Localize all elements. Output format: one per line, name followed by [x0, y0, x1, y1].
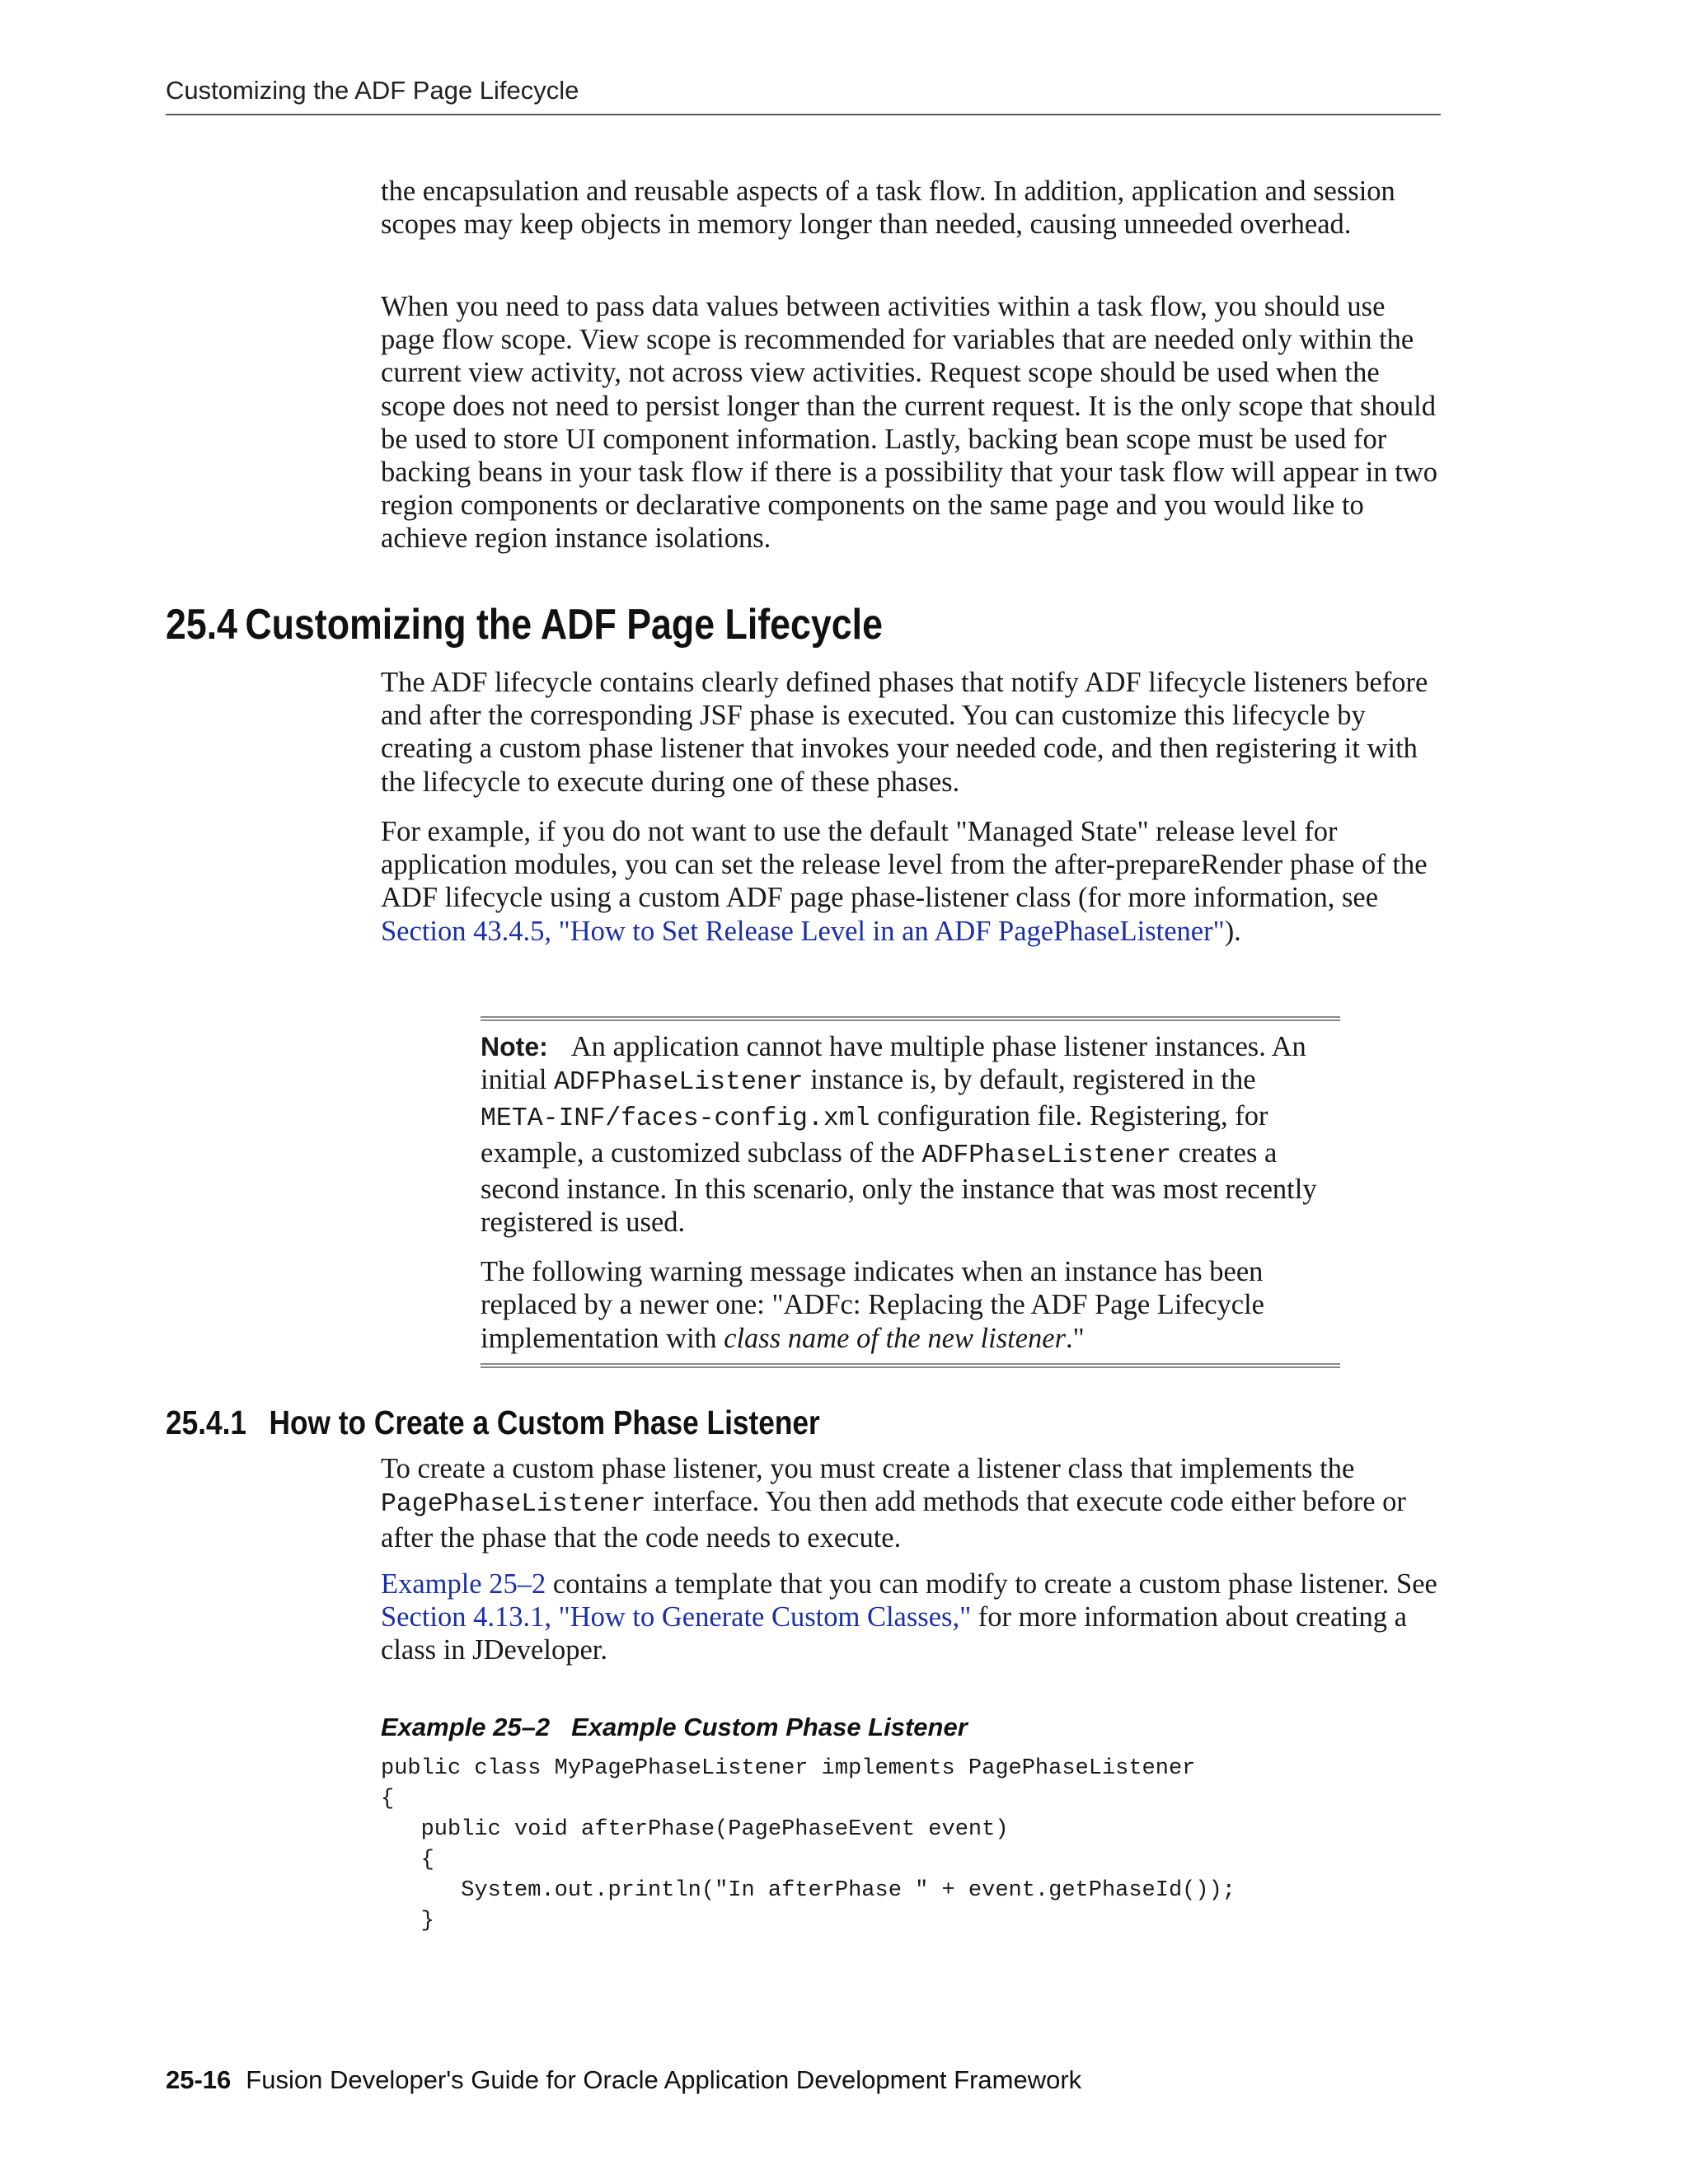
note-text: instance is, by default, registered in the	[803, 1064, 1256, 1096]
inline-code: PagePhaseListener	[381, 1490, 646, 1520]
note-italic-text: class name of the new listener	[724, 1322, 1067, 1354]
subsection-text: interface. You then add methods that execute code either before or after the phase that the code needs to execute.	[381, 1486, 1406, 1554]
example-title: Example Custom Phase Listener	[571, 1713, 968, 1741]
note-paragraph-2	[481, 1255, 1329, 1355]
note-text: configuration file. Registering, for example, a customized subclass of the	[481, 1100, 1268, 1169]
code-line: }	[381, 1909, 434, 1933]
code-line: {	[381, 1848, 434, 1872]
subsection-paragraph-2	[381, 1568, 1444, 1667]
code-line: public class MyPagePhaseListener implements PagePhaseListener	[381, 1756, 1196, 1781]
header-title: Customizing the ADF Page Lifecycle	[166, 76, 579, 105]
intro-paragraph-1	[381, 175, 1444, 241]
example-caption	[381, 1709, 968, 1746]
example-label: Example 25–2	[381, 1713, 551, 1741]
custom-classes-link[interactable]: Section 4.13.1, "How to Generate Custom Classes,"	[381, 1601, 972, 1633]
code-line: public void afterPhase(PagePhaseEvent event)	[381, 1817, 1009, 1842]
section-text-1: The ADF lifecycle contains clearly defined phases that notify ADF lifecycle listeners before and after the corresponding JSF phase is executed. You can customize this lifecycle by creating a custom phase listener that invokes your needed code, and then registering it with the lifecycle to execute during one of these phases.	[381, 667, 1428, 798]
subsection-text: To create a custom phase listener, you must create a listener class that implements the	[381, 1453, 1355, 1484]
note-text: creates a second instance. In this scenario, only the instance that was most recently registered is used.	[481, 1137, 1317, 1239]
section-heading	[166, 598, 883, 651]
intro-text-1: the encapsulation and reusable aspects of a task flow. In addition, application and session scopes may keep objects in memory longer than needed, causing unneeded overhead.	[381, 176, 1395, 241]
note-box	[481, 1016, 1340, 1368]
release-level-link[interactable]: Section 43.4.5, "How to Set Release Level in an ADF PagePhaseListener"	[381, 915, 1225, 947]
running-header	[166, 73, 1441, 115]
note-text: ."	[1066, 1322, 1085, 1354]
section-paragraph-1	[381, 666, 1444, 799]
section-title: Customizing the ADF Page Lifecycle	[245, 601, 883, 649]
intro-text-2: When you need to pass data values between activities within a task flow, you should use page flow scope. View scope is recommended for variables that are needed only within the current view activity, not across view activities. Request scope should be used when the scope does not need to persist longer than the current request. It is the only scope that should be used to store UI component information. Lastly, backing bean scope must be used for backing beans in your task flow if there is a possibility that your task flow will appear in two region components or declarative components on the same page and you would like to achieve region instance isolations.	[381, 291, 1437, 555]
inline-code: META-INF/faces-config.xml	[481, 1104, 870, 1134]
note-paragraph-1	[481, 1030, 1329, 1239]
code-line: {	[381, 1787, 395, 1811]
inline-code: ADFPhaseListener	[921, 1141, 1171, 1170]
example-25-2-link[interactable]: Example 25–2	[381, 1568, 546, 1600]
note-text: The following warning message indicates when an instance has been replaced by a newer one: "ADFc: Replacing the ADF Page Lifecycle implementation with	[481, 1256, 1264, 1354]
section-paragraph-2	[381, 815, 1444, 948]
section-number: 25.4	[166, 601, 238, 649]
subsection-number: 25.4.1	[166, 1404, 247, 1441]
page-footer	[166, 2062, 1081, 2098]
inline-code: ADFPhaseListener	[554, 1068, 804, 1098]
subsection-title: How to Create a Custom Phase Listener	[269, 1404, 820, 1441]
section-p2-end: ).	[1224, 915, 1241, 947]
subsection-heading	[166, 1401, 820, 1444]
page-number: 25-16	[166, 2065, 232, 2094]
intro-paragraph-2	[381, 290, 1444, 555]
note-bottom-rule	[481, 1363, 1340, 1368]
book-title: Fusion Developer's Guide for Oracle Application Development Framework	[246, 2065, 1082, 2094]
code-line: System.out.println("In afterPhase " + event.getPhaseId());	[381, 1878, 1236, 1903]
note-label: Note:	[481, 1032, 548, 1062]
note-text: An application cannot have multiple phase listener instances. An initial	[481, 1031, 1306, 1096]
subsection-paragraph-1	[381, 1452, 1444, 1555]
section-p2-text: For example, if you do not want to use the default "Managed State" release level for application modules, you can set the release level from the after-prepareRender phase of the ADF lifecycle using a custom ADF page phase-listener class (for more information, see	[381, 816, 1428, 914]
code-block	[381, 1754, 1236, 1937]
subsection-text: contains a template that you can modify to create a custom phase listener. See	[546, 1568, 1437, 1600]
note-content	[481, 1030, 1329, 1355]
subsection-text: for more information about creating a class in JDeveloper.	[381, 1601, 1407, 1666]
note-top-rule	[481, 1016, 1340, 1021]
